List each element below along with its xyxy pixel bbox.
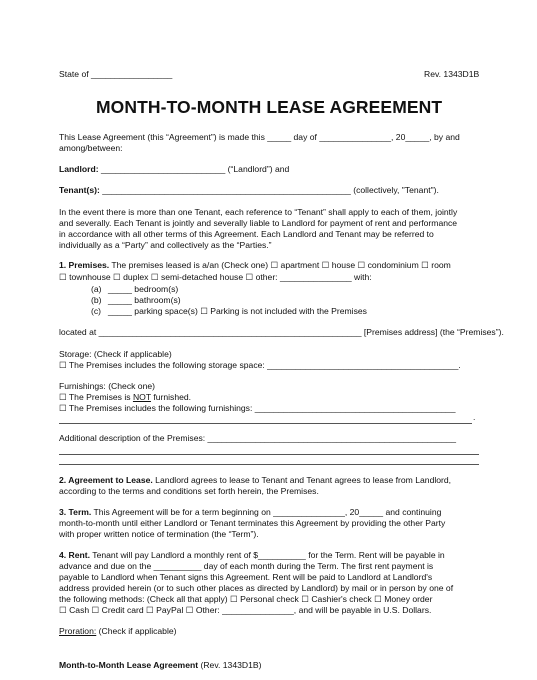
revision-number: Rev. 1343D1B — [424, 69, 480, 79]
furnishings-end-period: . — [473, 412, 476, 422]
term-text: This Agreement will be for a term beginning on _______________, 20_____ and continuing — [91, 507, 442, 517]
not-furnished-prefix: ☐ The Premises is — [59, 392, 133, 402]
not-furnished-suffix: furnished. — [150, 392, 192, 402]
joint-line-1: In the event there is more than one Tenant, each reference to “Tenant” shall apply to each of them, jointly — [59, 207, 458, 217]
proration-line — [59, 626, 177, 637]
joint-line-4: individually as a “Party” and collectively as the “Parties.” — [59, 240, 272, 250]
term-line-1 — [59, 507, 441, 518]
agreement-text: Landlord agrees to lease to Tenant and Tenant agrees to lease from Landlord, — [152, 475, 452, 485]
additional-description: Additional description of the Premises: ____________________________________________________ — [59, 433, 457, 443]
joint-line-2: and severally. Each Tenant is jointly and severally liable to Landlord for payment of rent and performance — [59, 218, 458, 228]
intro-line-2: among/between: — [59, 143, 123, 153]
rent-line-4: address provided herein (or to such other places as directed by Landlord) by mail or in person by one of — [59, 583, 454, 593]
premises-line-2: ☐ townhouse ☐ duplex ☐ semi-detached house ☐ other: _______________ with: — [59, 272, 372, 282]
landlord-blank: __________________________ (“Landlord”) and — [98, 164, 290, 174]
premises-item-bedrooms: _____ bedroom(s) — [108, 284, 179, 294]
premises-type-options: The premises leased is a/an (Check one) ☐ apartment ☐ house ☐ condominium ☐ room — [109, 260, 451, 270]
rent-line-3: payable to Landlord when Tenant signs this Agreement. Rent will be paid to Landlord at Landlord's — [59, 572, 433, 582]
tenant-label: Tenant(s): — [59, 185, 100, 195]
storage-label: Storage: (Check if applicable) — [59, 349, 172, 359]
footer-revision: (Rev. 1343D1B) — [198, 660, 262, 670]
tenant-blank: ____________________________________________________ (collectively, "Tenant"). — [99, 185, 439, 195]
additional-blank-rule — [59, 454, 479, 455]
premises-item-marker: (a) — [91, 284, 102, 294]
proration-note: (Check if applicable) — [96, 626, 177, 636]
term-heading: 3. Term. — [59, 507, 92, 517]
agreement-line-1 — [59, 475, 451, 486]
premises-address-line: located at _______________________________________________________ [Premises address] (the “Premises”). — [59, 327, 504, 337]
agreement-heading: 2. Agreement to Lease. — [59, 475, 153, 485]
document-title: MONTH-TO-MONTH LEASE AGREEMENT — [96, 97, 443, 117]
rent-line-2: advance and due on the __________ day of each month during the Term. The first rent payment is — [59, 561, 434, 571]
premises-heading: 1. Premises. — [59, 260, 110, 270]
rent-text: Tenant will pay Landlord a monthly rent of $__________ for the Term. Rent will be payable in — [90, 550, 445, 560]
page-footer — [59, 660, 261, 671]
storage-option: ☐ The Premises includes the following storage space: ________________________________________. — [59, 360, 461, 370]
not-emphasis: NOT — [132, 392, 151, 402]
rent-line-5: the following methods: (Check all that apply) ☐ Personal check ☐ Cashier's check ☐ Money order — [59, 594, 433, 604]
footer-title: Month-to-Month Lease Agreement — [59, 660, 199, 670]
premises-item-bathrooms: _____ bathroom(s) — [108, 295, 181, 305]
state-line: State of _________________ — [59, 69, 173, 79]
furnished-option: ☐ The Premises includes the following furnishings: __________________________________________ — [59, 403, 456, 413]
proration-label: Proration: — [59, 626, 97, 636]
furnishings-blank-rule — [59, 423, 472, 424]
rent-line-1 — [59, 550, 445, 561]
term-line-3: with proper written notice of termination (the “Term”). — [59, 529, 259, 539]
additional-blank-rule — [59, 464, 479, 465]
furnishings-label: Furnishings: (Check one) — [59, 381, 156, 391]
rent-heading: 4. Rent. — [59, 550, 91, 560]
rent-line-6: ☐ Cash ☐ Credit card ☐ PayPal ☐ Other: _______________, and will be payable in U.S. Dollars. — [59, 605, 432, 615]
joint-line-3: in accordance with all other terms of this Agreement. Each Landlord and Tenant may be referred to — [59, 229, 434, 239]
premises-line-1 — [59, 260, 451, 271]
landlord-label: Landlord: — [59, 164, 99, 174]
tenant-line — [59, 185, 439, 196]
not-furnished-option — [59, 392, 191, 403]
premises-item-marker: (b) — [91, 295, 102, 305]
term-line-2: month-to-month until either Landlord or Tenant terminates this Agreement by providing the other Party — [59, 518, 446, 528]
intro-line-1: This Lease Agreement (this “Agreement”) is made this _____ day of _______________, 20_____, by and — [59, 132, 460, 142]
agreement-line-2: according to the terms and conditions set forth herein, the Premises. — [59, 486, 319, 496]
landlord-line — [59, 164, 289, 175]
premises-item-parking: _____ parking space(s) ☐ Parking is not included with the Premises — [108, 306, 367, 316]
premises-item-marker: (c) — [91, 306, 102, 316]
